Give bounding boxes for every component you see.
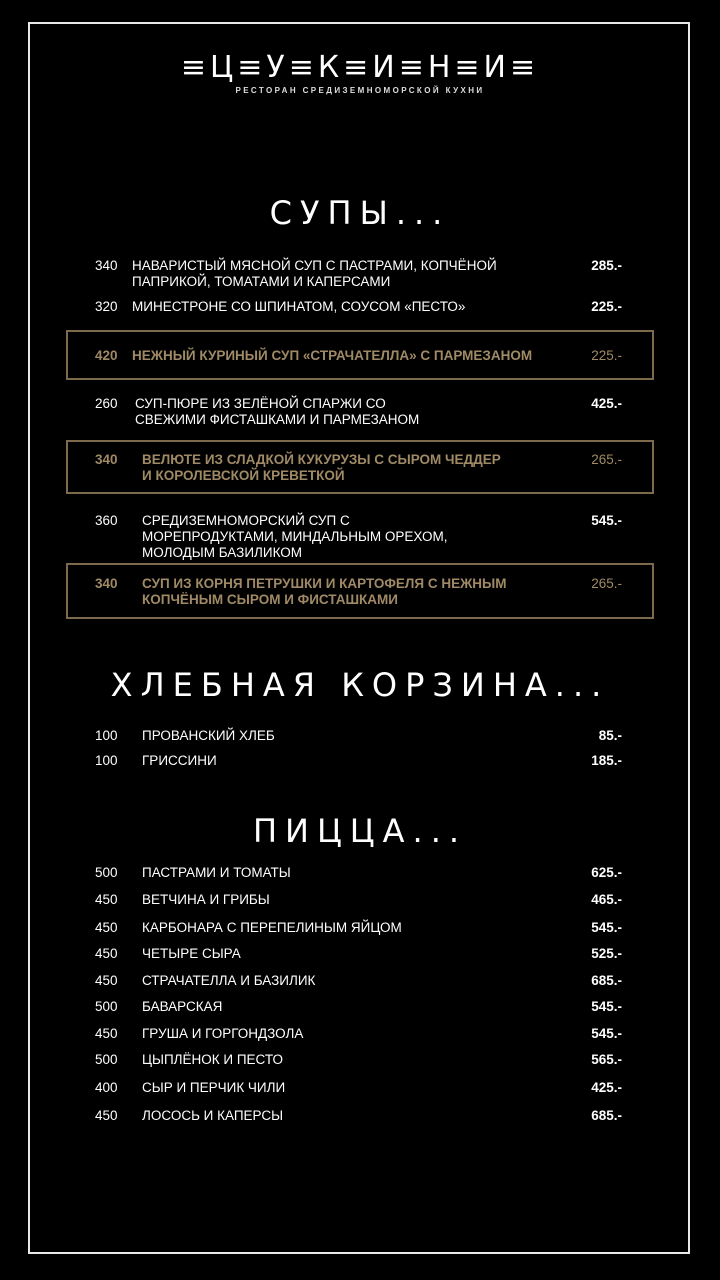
item-weight: 450 [95, 892, 118, 907]
item-price: 225.- [591, 299, 622, 314]
item-weight: 100 [95, 728, 118, 743]
item-price: 185.- [591, 753, 622, 768]
item-price: 545.- [591, 513, 622, 528]
item-price: 425.- [591, 1080, 622, 1095]
item-weight: 400 [95, 1080, 118, 1095]
section-title-pizza: ПИЦЦА... [252, 812, 468, 850]
brand-logo [0, 52, 720, 95]
item-price: 685.- [591, 973, 622, 988]
item-price: 545.- [591, 999, 622, 1014]
item-name: СЫР И ПЕРЧИК ЧИЛИ [142, 1080, 286, 1095]
item-name: НЕЖНЫЙ КУРИНЫЙ СУП «СТРАЧАТЕЛЛА» С ПАРМЕЗАНОМ [132, 348, 533, 363]
item-name: ВЕЛЮТЕ ИЗ СЛАДКОЙ КУКУРУЗЫ С СЫРОМ ЧЕДДЕР И КОРОЛЕВСКОЙ КРЕВЕТКОЙ [142, 452, 501, 483]
item-name: ВЕТЧИНА И ГРИБЫ [142, 892, 270, 907]
item-price: 85.- [598, 728, 622, 743]
item-weight: 340 [95, 258, 118, 273]
item-price: 525.- [591, 946, 622, 961]
item-price: 465.- [591, 892, 622, 907]
item-name: ПАСТРАМИ И ТОМАТЫ [142, 865, 291, 880]
brand-name: ≡Ц≡У≡К≡И≡Н≡И≡ [180, 50, 540, 85]
item-weight: 450 [95, 1108, 118, 1123]
item-weight: 360 [95, 513, 118, 528]
item-name: ГРУША И ГОРГОНДЗОЛА [142, 1026, 304, 1041]
item-name: СУП-ПЮРЕ ИЗ ЗЕЛЁНОЙ СПАРЖИ СО СВЕЖИМИ ФИСТАШКАМИ И ПАРМЕЗАНОМ [135, 396, 420, 427]
item-name: ЦЫПЛЁНОК И ПЕСТО [142, 1052, 283, 1067]
item-name: СУП ИЗ КОРНЯ ПЕТРУШКИ И КАРТОФЕЛЯ С НЕЖНЫМ КОПЧЁНЫМ СЫРОМ И ФИСТАШКАМИ [142, 576, 507, 607]
item-weight: 340 [95, 576, 118, 591]
item-price: 425.- [591, 396, 622, 411]
item-name: МИНЕСТРОНЕ СО ШПИНАТОМ, СОУСОМ «ПЕСТО» [132, 299, 466, 314]
item-name: КАРБОНАРА С ПЕРЕПЕЛИНЫМ ЯЙЦОМ [142, 920, 402, 935]
item-price: 625.- [591, 865, 622, 880]
item-price: 265.- [591, 452, 622, 467]
item-price: 265.- [591, 576, 622, 591]
item-name: НАВАРИСТЫЙ МЯСНОЙ СУП С ПАСТРАМИ, КОПЧЁНОЙ ПАПРИКОЙ, ТОМАТАМИ И КАПЕРСАМИ [132, 258, 497, 289]
item-price: 565.- [591, 1052, 622, 1067]
item-weight: 340 [95, 452, 118, 467]
item-price: 545.- [591, 920, 622, 935]
item-price: 545.- [591, 1026, 622, 1041]
item-weight: 260 [95, 396, 118, 411]
section-title-bread: ХЛЕБНАЯ КОРЗИНА... [110, 666, 610, 704]
item-weight: 450 [95, 1026, 118, 1041]
brand-subtitle: РЕСТОРАН СРЕДИЗЕМНОМОРСКОЙ КУХНИ [235, 86, 485, 95]
item-name: ГРИССИНИ [142, 753, 217, 768]
item-name: СРЕДИЗЕМНОМОРСКИЙ СУП С МОРЕПРОДУКТАМИ, МИНДАЛЬНЫМ ОРЕХОМ, МОЛОДЫМ БАЗИЛИКОМ [142, 513, 448, 560]
item-weight: 450 [95, 973, 118, 988]
item-price: 225.- [591, 348, 622, 363]
item-weight: 450 [95, 920, 118, 935]
item-name: БАВАРСКАЯ [142, 999, 223, 1014]
section-title-soups: СУПЫ... [269, 194, 451, 232]
item-weight: 100 [95, 753, 118, 768]
item-weight: 500 [95, 999, 118, 1014]
item-weight: 450 [95, 946, 118, 961]
item-weight: 420 [95, 348, 118, 363]
item-price: 285.- [591, 258, 622, 273]
item-price: 685.- [591, 1108, 622, 1123]
item-weight: 500 [95, 865, 118, 880]
item-weight: 320 [95, 299, 118, 314]
item-name: ЛОСОСЬ И КАПЕРСЫ [142, 1108, 284, 1123]
item-name: ПРОВАНСКИЙ ХЛЕБ [142, 728, 275, 743]
item-weight: 500 [95, 1052, 118, 1067]
item-name: СТРАЧАТЕЛЛА И БАЗИЛИК [142, 973, 316, 988]
item-name: ЧЕТЫРЕ СЫРА [142, 946, 241, 961]
